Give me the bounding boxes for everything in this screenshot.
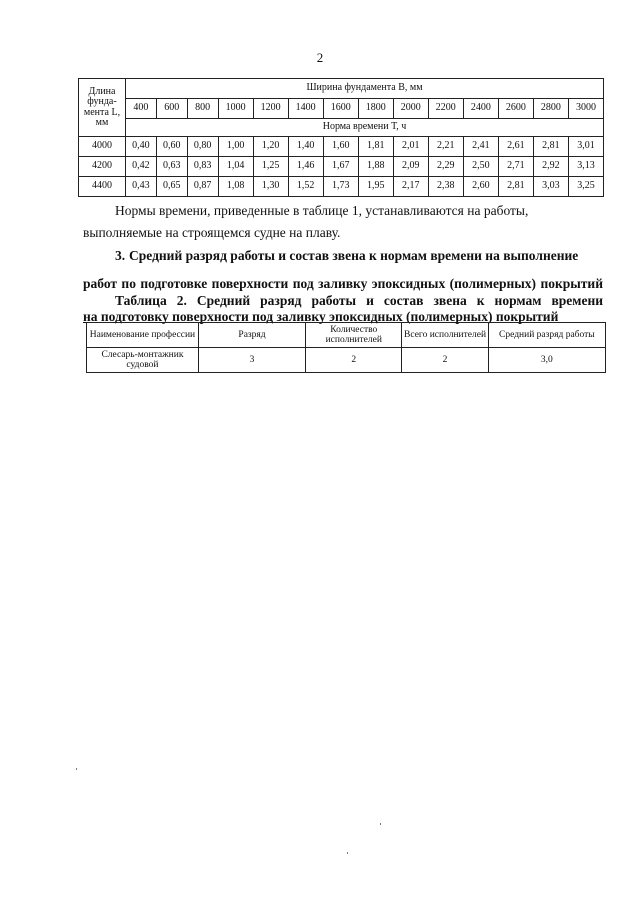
table1-width-cell: 1000 bbox=[218, 99, 253, 119]
table1-value-cell: 1,00 bbox=[218, 137, 253, 157]
table1-value-cell: 0,42 bbox=[126, 157, 157, 177]
table2-header-row bbox=[87, 323, 606, 348]
time-norms-table bbox=[78, 78, 604, 197]
table2-cell: 3 bbox=[198, 348, 305, 373]
page-number: 2 bbox=[316, 50, 324, 65]
scan-speck bbox=[380, 823, 381, 825]
table2-header-cell: Наименование профессии bbox=[87, 323, 199, 348]
table1-value-cell: 1,81 bbox=[358, 137, 393, 157]
table1-width-cell: 2800 bbox=[533, 99, 568, 119]
table1-width-cell: 2400 bbox=[463, 99, 498, 119]
table1-value-cell: 2,38 bbox=[428, 177, 463, 197]
scan-speck bbox=[347, 852, 348, 854]
table1-value-cell: 1,88 bbox=[358, 157, 393, 177]
crew-composition-table bbox=[86, 322, 606, 373]
table1-value-cell: 0,87 bbox=[187, 177, 218, 197]
table-row bbox=[79, 157, 604, 177]
table1-width-cell: 1800 bbox=[358, 99, 393, 119]
table1-norm-row bbox=[79, 119, 604, 137]
table1-corner-header: Длина фунда-мента L, мм bbox=[79, 79, 126, 137]
table1-value-cell: 0,60 bbox=[156, 137, 187, 157]
table2-cell: 2 bbox=[306, 348, 402, 373]
table1-value-cell: 1,20 bbox=[253, 137, 288, 157]
table1-value-cell: 1,04 bbox=[218, 157, 253, 177]
table1-value-cell: 1,08 bbox=[218, 177, 253, 197]
section-3-heading bbox=[83, 242, 603, 298]
table1-value-cell: 1,67 bbox=[323, 157, 358, 177]
table1-value-cell: 0,80 bbox=[187, 137, 218, 157]
table1-value-cell: 3,25 bbox=[568, 177, 603, 197]
table1-value-cell: 0,63 bbox=[156, 157, 187, 177]
table1-length-cell: 4400 bbox=[79, 177, 126, 197]
section-title-line-2: работ по подготовке поверхности под заливку эпоксидных (полимерных) покрытий bbox=[83, 276, 603, 291]
table1-length-cell: 4200 bbox=[79, 157, 126, 177]
table1-length-cell: 4000 bbox=[79, 137, 126, 157]
table1-value-cell: 2,81 bbox=[533, 137, 568, 157]
table1-value-cell: 2,29 bbox=[428, 157, 463, 177]
table2-caption-line-2: на подготовку поверхности под заливку эпоксидных (полимерных) покрытий bbox=[83, 309, 559, 324]
table1-width-cell: 3000 bbox=[568, 99, 603, 119]
table1-width-cell: 1400 bbox=[288, 99, 323, 119]
table2-caption-line-1: Таблица 2. Средний разряд работы и состав звена к нормам времени bbox=[115, 293, 603, 308]
table1-value-cell: 2,01 bbox=[393, 137, 428, 157]
table1-value-cell: 0,65 bbox=[156, 177, 187, 197]
table1-width-cell: 2600 bbox=[498, 99, 533, 119]
table1-value-cell: 1,30 bbox=[253, 177, 288, 197]
table2-header-cell: Разряд bbox=[198, 323, 305, 348]
table1-value-cell: 2,60 bbox=[463, 177, 498, 197]
table1-value-cell: 2,81 bbox=[498, 177, 533, 197]
table1-value-cell: 2,92 bbox=[533, 157, 568, 177]
table1-value-cell: 3,13 bbox=[568, 157, 603, 177]
table1-width-cell: 800 bbox=[187, 99, 218, 119]
table-row bbox=[79, 177, 604, 197]
table2-cell: 3,0 bbox=[488, 348, 605, 373]
table1-value-cell: 0,43 bbox=[126, 177, 157, 197]
table2-caption bbox=[83, 293, 603, 325]
table-row bbox=[87, 348, 606, 373]
table1-value-cell: 2,17 bbox=[393, 177, 428, 197]
table1-value-cell: 1,95 bbox=[358, 177, 393, 197]
table1-norm-header: Норма времени Т, ч bbox=[126, 119, 604, 137]
table1-value-cell: 2,21 bbox=[428, 137, 463, 157]
table1-value-cell: 2,09 bbox=[393, 157, 428, 177]
table2-cell: Слесарь-монтажник судовой bbox=[87, 348, 199, 373]
table1-value-cell: 2,61 bbox=[498, 137, 533, 157]
scan-speck bbox=[76, 768, 77, 770]
table2-header-cell: Всего исполнителей bbox=[402, 323, 488, 348]
table1-header-row bbox=[79, 79, 604, 99]
table1-value-cell: 0,40 bbox=[126, 137, 157, 157]
table2-header-cell: Количество исполнителей bbox=[306, 323, 402, 348]
table1-value-cell: 2,71 bbox=[498, 157, 533, 177]
table1-value-cell: 1,25 bbox=[253, 157, 288, 177]
table1-value-cell: 0,83 bbox=[187, 157, 218, 177]
table1-width-cell: 600 bbox=[156, 99, 187, 119]
table1-width-cell: 1200 bbox=[253, 99, 288, 119]
table1-value-cell: 1,46 bbox=[288, 157, 323, 177]
table1-width-cell: 2200 bbox=[428, 99, 463, 119]
section-title-line-1: Средний разряд работы и состав звена к нормам времени на выполнение bbox=[129, 248, 579, 263]
table2-cell: 2 bbox=[402, 348, 488, 373]
table1-value-cell: 1,52 bbox=[288, 177, 323, 197]
table1-value-cell: 2,50 bbox=[463, 157, 498, 177]
table1-value-cell: 1,60 bbox=[323, 137, 358, 157]
table1-width-header: Ширина фундамента В, мм bbox=[126, 79, 604, 99]
table1-value-cell: 3,03 bbox=[533, 177, 568, 197]
section-number: 3. bbox=[115, 248, 126, 263]
table1-value-cell: 1,40 bbox=[288, 137, 323, 157]
paragraph-time-norms-note: Нормы времени, приведенные в таблице 1, устанавливаются на работы, выполняемые на строящемся судне на плаву. bbox=[83, 203, 529, 240]
table1-width-cell: 1600 bbox=[323, 99, 358, 119]
table-row bbox=[79, 137, 604, 157]
table1-widths-row bbox=[79, 99, 604, 119]
table2-header-cell: Средний разряд работы bbox=[488, 323, 605, 348]
table1-value-cell: 3,01 bbox=[568, 137, 603, 157]
table1-width-cell: 2000 bbox=[393, 99, 428, 119]
table1-value-cell: 2,41 bbox=[463, 137, 498, 157]
table1-width-cell: 400 bbox=[126, 99, 157, 119]
table1-value-cell: 1,73 bbox=[323, 177, 358, 197]
